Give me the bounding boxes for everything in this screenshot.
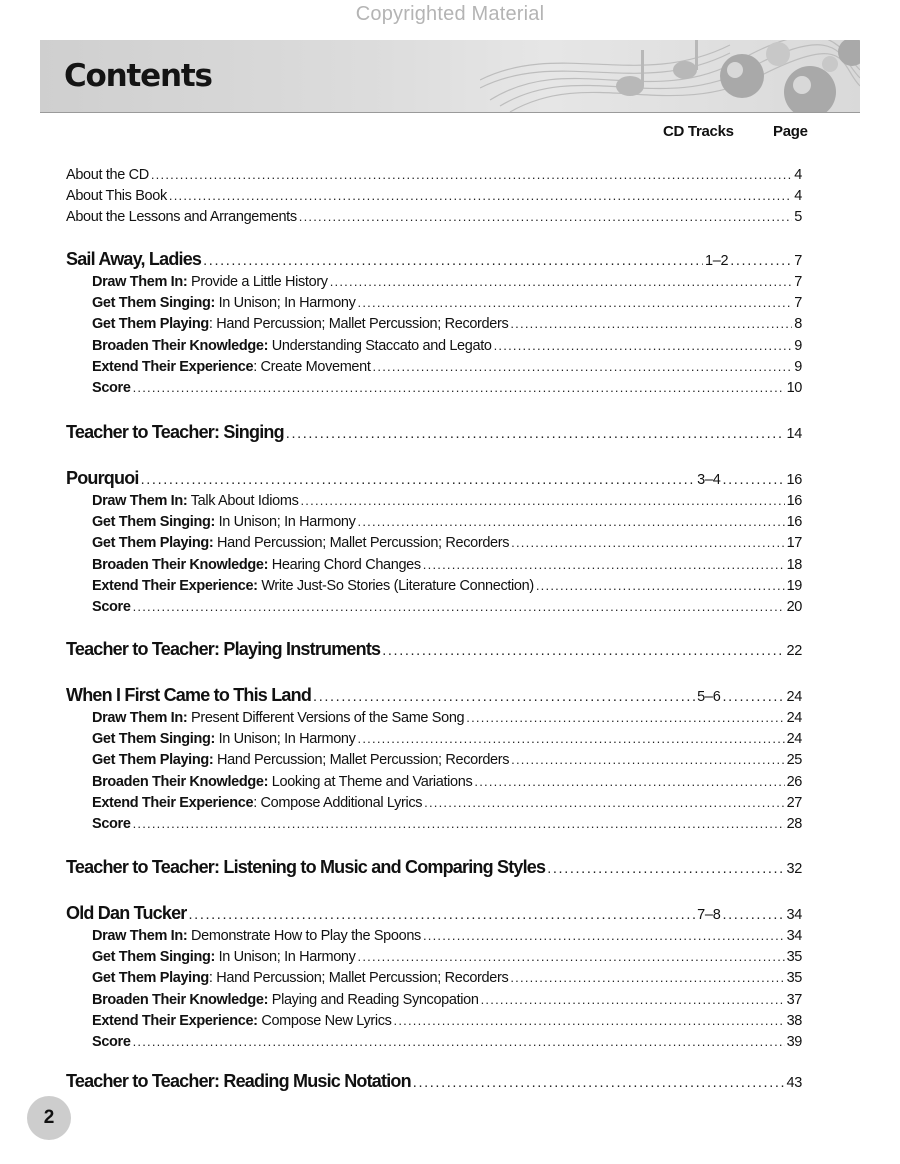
lesson-label — [92, 815, 131, 833]
lesson-heading: Extend Their Experience: — [92, 1012, 258, 1029]
page-title: Contents — [64, 58, 212, 94]
lesson-entry[interactable] — [92, 751, 802, 769]
lesson-entry[interactable] — [92, 315, 802, 333]
lesson-description: Compose New Lyrics — [257, 1012, 392, 1029]
dot-leader — [423, 556, 785, 574]
lesson-label — [92, 379, 131, 397]
lesson-description: In Unison; In Harmony — [214, 514, 356, 531]
dot-leader — [299, 208, 793, 226]
entry-page: 24 — [786, 710, 802, 726]
lesson-description: Provide a Little History — [187, 274, 328, 290]
song-entry[interactable] — [66, 250, 802, 270]
lesson-label — [92, 556, 421, 574]
dot-leader — [511, 751, 784, 769]
dot-leader — [730, 252, 792, 270]
song-title: Old Dan Tucker — [66, 903, 187, 923]
lesson-entry[interactable] — [92, 927, 802, 945]
lesson-entry[interactable] — [92, 815, 802, 833]
entry-page: 14 — [786, 426, 802, 442]
lesson-heading: Extend Their Experience — [92, 794, 254, 811]
lesson-description: In Unison; In Harmony — [214, 731, 356, 748]
lesson-heading: Score — [92, 380, 131, 396]
lesson-heading: Broaden Their Knowledge: — [92, 556, 269, 573]
entry-page: 43 — [786, 1075, 802, 1091]
entry-page: 26 — [786, 773, 802, 790]
teacher-to-teacher-entry[interactable] — [66, 640, 802, 660]
entry-page: 17 — [786, 535, 802, 552]
lesson-heading: Get Them Playing: — [92, 752, 214, 769]
lesson-heading: Get Them Singing: — [92, 731, 215, 748]
lesson-label — [92, 513, 356, 531]
dot-leader — [510, 315, 792, 333]
dot-leader — [536, 577, 785, 595]
lesson-description: Write Just-So Stories (Literature Connection) — [257, 577, 534, 594]
dot-leader — [300, 492, 784, 510]
lesson-label — [92, 315, 508, 333]
dot-leader — [466, 709, 784, 727]
lesson-label — [92, 1012, 392, 1030]
lesson-entry[interactable] — [92, 294, 802, 312]
dot-leader — [358, 513, 785, 531]
song-entry[interactable] — [66, 904, 802, 924]
entry-label: About the CD — [66, 167, 149, 183]
lesson-label — [92, 492, 298, 510]
lesson-entry[interactable] — [92, 1033, 802, 1051]
lesson-description: Playing and Reading Syncopation — [268, 991, 479, 1008]
entry-page: 7 — [794, 253, 802, 269]
lesson-label — [92, 751, 509, 769]
cd-tracks: 5–6 — [697, 689, 721, 705]
entry-page: 19 — [786, 577, 802, 594]
entry-page: 28 — [786, 816, 802, 832]
entry-label: Teacher to Teacher: Singing — [66, 422, 284, 442]
entry-page: 10 — [786, 380, 802, 396]
lesson-label — [92, 1033, 131, 1051]
dot-leader — [722, 906, 784, 924]
toc-entry[interactable] — [66, 166, 802, 184]
lesson-heading: Score — [92, 599, 131, 615]
lesson-heading: Draw Them In: — [92, 710, 188, 726]
dot-leader — [394, 1012, 785, 1030]
entry-page: 20 — [786, 599, 802, 615]
dot-leader — [424, 794, 784, 812]
teacher-to-teacher-entry[interactable] — [66, 423, 802, 443]
entry-page: 16 — [786, 514, 802, 531]
lesson-description: Hearing Chord Changes — [268, 556, 421, 573]
lesson-heading: Broaden Their Knowledge: — [92, 773, 269, 790]
lesson-entry[interactable] — [92, 379, 802, 397]
lesson-label — [92, 294, 356, 312]
entry-page: 16 — [786, 493, 802, 509]
dot-leader — [511, 534, 784, 552]
lesson-entry[interactable] — [92, 709, 802, 727]
lesson-heading: Extend Their Experience — [92, 358, 254, 375]
entry-page: 35 — [786, 970, 802, 987]
song-entry[interactable] — [66, 469, 802, 489]
dot-leader — [481, 991, 785, 1009]
lesson-label — [92, 794, 422, 812]
lesson-label — [92, 577, 534, 595]
toc-entry[interactable] — [66, 208, 802, 226]
lesson-heading: Get Them Playing: — [92, 535, 214, 552]
teacher-to-teacher-entry[interactable] — [66, 1072, 802, 1092]
lesson-label — [92, 730, 356, 748]
copyright-watermark: Copyrighted Material — [355, 3, 545, 25]
lesson-description: In Unison; In Harmony — [214, 949, 356, 966]
entry-page: 7 — [794, 274, 802, 290]
lesson-description: : Hand Percussion; Mallet Percussion; Recorders — [208, 316, 509, 333]
entry-page: 9 — [794, 337, 802, 354]
dot-leader — [358, 730, 785, 748]
entry-page: 37 — [786, 991, 802, 1008]
lesson-heading: Draw Them In: — [92, 493, 188, 509]
entry-page: 34 — [786, 928, 802, 944]
song-title: Sail Away, Ladies — [66, 249, 202, 269]
lesson-description: In Unison; In Harmony — [214, 295, 356, 312]
dot-leader — [203, 252, 703, 270]
lesson-heading: Get Them Playing — [92, 970, 209, 987]
lesson-description: Understanding Staccato and Legato — [268, 337, 492, 354]
entry-page: 4 — [794, 188, 802, 204]
entry-page: 25 — [786, 752, 802, 769]
lesson-entry[interactable] — [92, 273, 802, 291]
dot-leader — [423, 927, 785, 945]
lesson-heading: Get Them Singing: — [92, 514, 215, 531]
dot-leader — [169, 187, 792, 205]
lesson-label — [92, 709, 464, 727]
lesson-label — [92, 948, 356, 966]
dot-leader — [133, 1033, 785, 1051]
dot-leader — [133, 815, 785, 833]
lesson-label — [92, 991, 479, 1009]
lesson-label — [92, 969, 508, 987]
dot-leader — [286, 425, 785, 443]
lesson-description: Demonstrate How to Play the Spoons — [187, 928, 421, 944]
lesson-heading: Extend Their Experience: — [92, 577, 258, 594]
entry-page: 9 — [794, 358, 802, 375]
lesson-entry[interactable] — [92, 358, 802, 376]
teacher-to-teacher-entry[interactable] — [66, 858, 802, 878]
lesson-heading: Score — [92, 1034, 131, 1050]
lesson-entry[interactable] — [92, 492, 802, 510]
lesson-entry[interactable] — [92, 556, 802, 574]
entry-page: 22 — [786, 643, 802, 659]
entry-page: 39 — [786, 1034, 802, 1050]
dot-leader — [133, 379, 785, 397]
dot-leader — [358, 294, 793, 312]
cd-tracks: 1–2 — [704, 253, 729, 269]
entry-label: About the Lessons and Arrangements — [66, 209, 297, 225]
dot-leader — [382, 642, 784, 660]
entry-page: 8 — [794, 316, 802, 333]
lesson-description: Present Different Versions of the Same Song — [187, 710, 465, 726]
lesson-heading: Broaden Their Knowledge: — [92, 337, 269, 354]
entry-page: 38 — [786, 1012, 802, 1029]
entry-label: Teacher to Teacher: Reading Music Notation — [66, 1071, 411, 1091]
entry-label: Teacher to Teacher: Playing Instruments — [66, 639, 381, 659]
lesson-description: Hand Percussion; Mallet Percussion; Recorders — [213, 535, 510, 552]
lesson-heading: Get Them Playing — [92, 316, 209, 333]
lesson-description: : Compose Additional Lyrics — [253, 794, 423, 811]
toc-entry[interactable] — [66, 187, 802, 205]
dot-leader — [133, 598, 785, 616]
dot-leader — [151, 166, 792, 184]
column-header-page: Page — [773, 123, 808, 140]
entry-page: 18 — [786, 556, 802, 573]
dot-leader — [330, 273, 793, 291]
lesson-label — [92, 927, 421, 945]
dot-leader — [510, 969, 784, 987]
entry-page: 35 — [786, 949, 802, 966]
entry-page: 34 — [786, 907, 802, 923]
column-header-cd-tracks: CD Tracks — [663, 123, 734, 140]
entry-page: 27 — [786, 794, 802, 811]
song-title: Pourquoi — [66, 468, 139, 488]
entry-page: 5 — [794, 209, 802, 225]
entry-page: 7 — [794, 295, 802, 312]
dot-leader — [358, 948, 785, 966]
lesson-heading: Get Them Singing: — [92, 295, 215, 312]
dot-leader — [494, 337, 793, 355]
page-number-badge: 2 — [27, 1096, 71, 1140]
lesson-label — [92, 598, 131, 616]
entry-page: 16 — [786, 472, 802, 488]
lesson-label — [92, 534, 509, 552]
lesson-description: Talk About Idioms — [187, 493, 299, 509]
cd-tracks: 3–4 — [697, 472, 721, 488]
lesson-entry[interactable] — [92, 337, 802, 355]
lesson-description: : Hand Percussion; Mallet Percussion; Recorders — [208, 970, 509, 987]
lesson-label — [92, 273, 328, 291]
lesson-heading: Get Them Singing: — [92, 949, 215, 966]
dot-leader — [313, 688, 695, 706]
entry-page: 24 — [786, 689, 802, 705]
lesson-heading: Score — [92, 816, 131, 832]
dot-leader — [722, 688, 784, 706]
entry-page: 4 — [794, 167, 802, 183]
lesson-entry[interactable] — [92, 969, 802, 987]
lesson-heading: Broaden Their Knowledge: — [92, 991, 269, 1008]
lesson-description: Hand Percussion; Mallet Percussion; Recorders — [213, 752, 510, 769]
lesson-label — [92, 358, 371, 376]
lesson-entry[interactable] — [92, 948, 802, 966]
entry-page: 32 — [786, 861, 802, 877]
cd-tracks: 7–8 — [697, 907, 721, 923]
dot-leader — [547, 860, 784, 878]
entry-page: 24 — [786, 731, 802, 748]
lesson-heading: Draw Them In: — [92, 928, 188, 944]
lesson-entry[interactable] — [92, 513, 802, 531]
dot-leader — [189, 906, 696, 924]
lesson-description: : Create Movement — [253, 358, 371, 375]
lesson-entry[interactable] — [92, 730, 802, 748]
lesson-heading: Draw Them In: — [92, 274, 188, 290]
song-title: When I First Came to This Land — [66, 685, 312, 705]
lesson-entry[interactable] — [92, 1012, 802, 1030]
lesson-description: Looking at Theme and Variations — [268, 773, 473, 790]
lesson-label — [92, 773, 472, 791]
lesson-entry[interactable] — [92, 598, 802, 616]
lesson-entry[interactable] — [92, 794, 802, 812]
song-entry[interactable] — [66, 686, 802, 706]
dot-leader — [413, 1074, 785, 1092]
entry-label: Teacher to Teacher: Listening to Music and Comparing Styles — [66, 857, 546, 877]
dot-leader — [722, 471, 784, 489]
lesson-entry[interactable] — [92, 577, 802, 595]
dot-leader — [373, 358, 793, 376]
lesson-entry[interactable] — [92, 773, 802, 791]
lesson-entry[interactable] — [92, 991, 802, 1009]
dot-leader — [141, 471, 696, 489]
lesson-label — [92, 337, 492, 355]
lesson-entry[interactable] — [92, 534, 802, 552]
entry-label: About This Book — [66, 188, 167, 204]
dot-leader — [474, 773, 784, 791]
